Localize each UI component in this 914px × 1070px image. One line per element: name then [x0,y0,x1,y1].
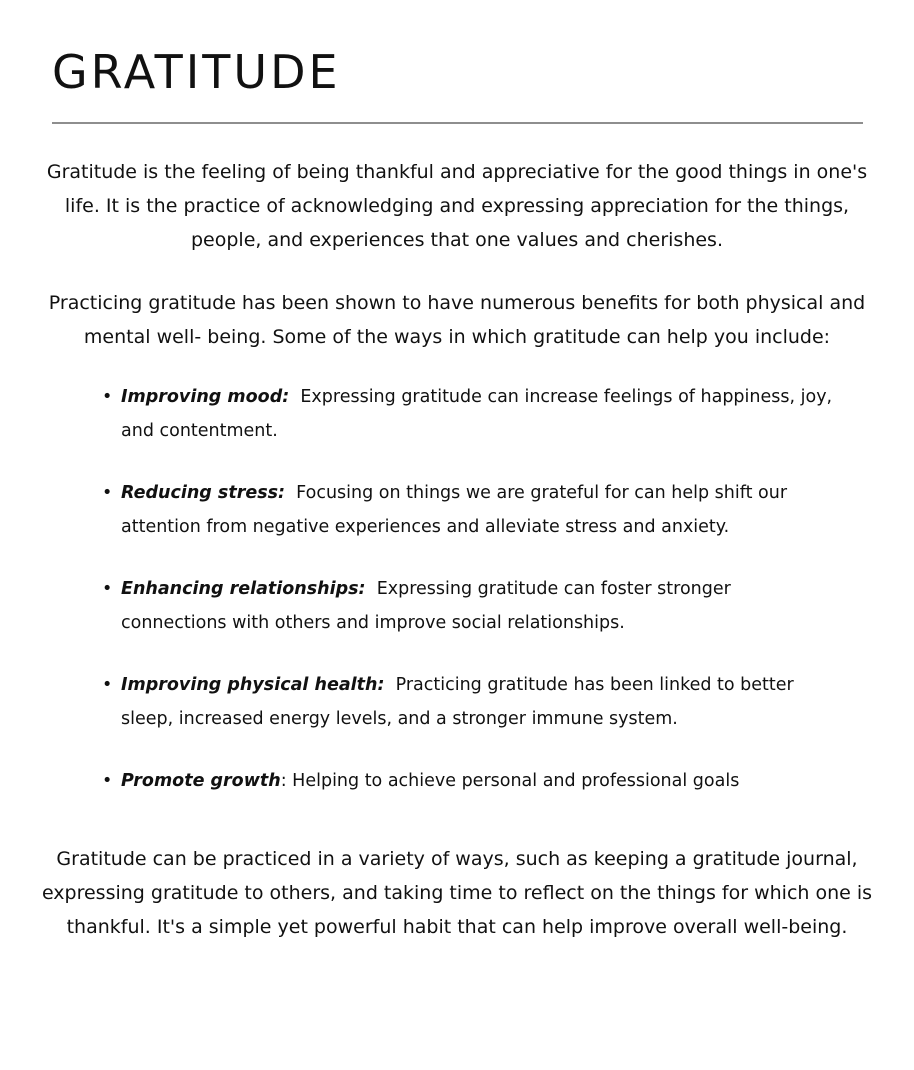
benefit-description: Expressing gratitude can increase feelings of happiness, joy, and contentment. [121,387,833,441]
benefit-description: Practicing gratitude has been linked to better sleep, increased energy levels, and a stronger immune system. [121,675,794,729]
intro-paragraph: Gratitude is the feeling of being thankful and appreciative for the good things in one's life. It is the practice of acknowledging and expressing appreciation for the things, people, and experiences that one values and cherishes. [46,161,868,251]
benefit-separator: : [280,771,293,791]
benefit-separator [285,483,296,503]
benefit-term: Improving physical health: [121,675,385,695]
benefit-item-reducing-stress [100,476,840,544]
benefit-description: Focusing on things we are grateful for can help shift our attention from negative experiences and alleviate stress and anxiety. [121,483,788,537]
benefit-item-improving-mood [100,380,840,448]
benefit-description: Helping to achieve personal and professional goals [292,771,740,791]
bullet-icon: • [102,675,113,695]
benefit-item-enhancing-relationships [100,572,840,640]
bullet-icon: • [102,483,113,503]
benefit-term: Improving mood: [121,387,290,407]
title-divider [52,122,863,124]
benefit-term: Reducing stress: [121,483,286,503]
benefit-item-promote-growth [100,764,840,798]
benefit-separator [384,675,395,695]
benefit-item-improving-physical-health [100,668,840,736]
bullet-icon: • [102,771,113,791]
page-title: GRATITUDE [52,45,341,99]
bullet-icon: • [102,387,113,407]
closing-paragraph: Gratitude can be practiced in a variety of ways, such as keeping a gratitude journal, expressing gratitude to others, and taking time to reflect on the things for which one is thankful. It's a simple yet powerful habit that can help improve overall well-being. [41,848,873,938]
benefit-description: Expressing gratitude can foster stronger connections with others and improve social relationships. [121,579,731,633]
benefit-separator [289,387,300,407]
benefit-term: Enhancing relationships: [121,579,366,599]
benefit-separator [366,579,377,599]
benefit-term: Promote growth [121,771,281,791]
benefits-intro-paragraph: Practicing gratitude has been shown to have numerous benefits for both physical and mental well- being. Some of the ways in which gratitude can help you include: [48,292,866,348]
benefits-list [100,380,840,826]
bullet-icon: • [102,579,113,599]
